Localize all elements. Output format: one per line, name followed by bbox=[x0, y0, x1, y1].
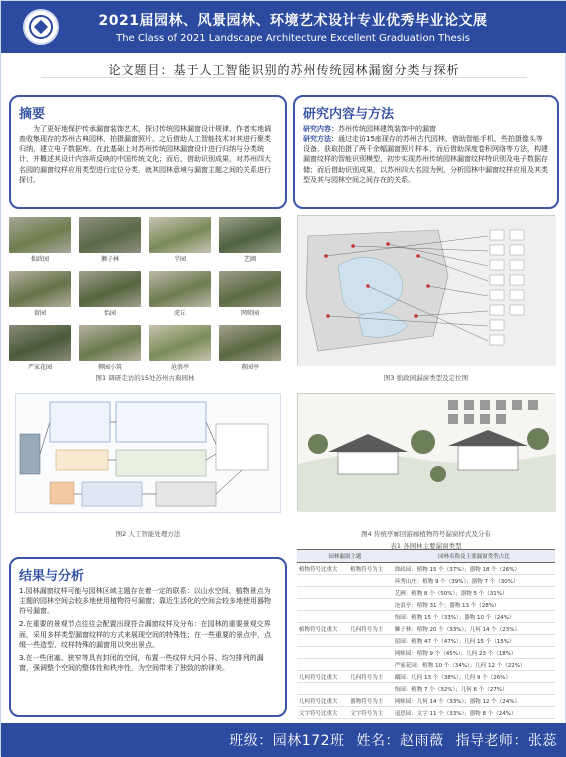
table-cell bbox=[348, 647, 393, 659]
table-cell bbox=[297, 599, 348, 611]
pavilion-sketch-svg bbox=[298, 394, 556, 512]
abstract-text: 为了更好地保护传承漏窗装饰艺术，探讨传统园林漏窗设计规律，作者实地调查收集现存的苏州古典园林，拍摄漏窗照片。之后借助人工智能技术对其进行聚类归纳，建立电子数据库。在此基础上对苏州传统园林漏窗设计进行归纳与分类统计，并概述其设计内容所反映的中国传统文化；而后，借助识别成果，对苏州四大名园的漏窗纹样应用类型进行定位分类，就其园林意境与漏窗主题之间的关系进行探讨。 bbox=[19, 125, 271, 184]
garden-photo-label: 燕园亭 bbox=[240, 364, 259, 371]
table-cell: 留园：植物 47 个（47%）；几何 15 个（15%） bbox=[393, 635, 555, 647]
garden-photo-label: 网师园 bbox=[240, 310, 259, 317]
table-cell: 拙政园：植物 15 个（37%）；器物 18 个（26%） bbox=[393, 563, 555, 575]
table-cell: 植物符号比重大 bbox=[297, 623, 348, 635]
garden-photo-label: 虎丘 bbox=[173, 310, 186, 317]
thesis-topic bbox=[1, 59, 566, 78]
garden-photo-item bbox=[9, 271, 71, 319]
footer-banner bbox=[1, 723, 566, 757]
table-cell: 文字符号为主 bbox=[348, 707, 393, 719]
table-row bbox=[297, 635, 555, 647]
table-cell: 艺圃：植物 8 个（50%）；器物 5 个（31%） bbox=[393, 587, 555, 599]
results-point-1: 1.园林漏窗纹样可能与园林区域主题存在着一定的联系：以山水空间、植物景点为主题的园林空间会较多地使用植物符号漏窗；靠近生活化的空间会较多地使用器物符号漏窗。 bbox=[19, 587, 271, 616]
table-row bbox=[297, 695, 555, 707]
table-cell bbox=[297, 575, 348, 587]
garden-photo bbox=[219, 217, 281, 253]
research-heading: 研究内容与方法 bbox=[303, 107, 395, 122]
garden-photo bbox=[9, 325, 71, 361]
header-titles bbox=[59, 10, 527, 44]
garden-photo bbox=[9, 217, 71, 253]
garden-photo bbox=[219, 325, 281, 361]
results-panel bbox=[9, 557, 287, 717]
garden-photo-label: 拙政园 bbox=[30, 256, 49, 263]
table-cell: 植物符号比重大 bbox=[297, 563, 348, 575]
results-heading: 结果与分析 bbox=[19, 569, 85, 584]
table-cell: 耦园：几何 13 个（38%）；几何 9 个（26%） bbox=[393, 671, 555, 683]
advisor-name: 指导老师：张蕊 bbox=[455, 733, 557, 749]
garden-photo bbox=[149, 271, 211, 307]
results-point-3: 3.在一些闭塞、狭窄等具有封闭的空间，布置一些纹样大同小异、均匀排列的漏窗，强调整个空间的整体性和秩序性，为空间带来了独致的韵律美。 bbox=[19, 653, 264, 672]
table-cell: 网师园：几何 14 个（33%）；器物 12 个（24%） bbox=[393, 695, 555, 707]
table-cell bbox=[297, 635, 348, 647]
garden-photo bbox=[219, 271, 281, 307]
pattern-table bbox=[297, 549, 555, 719]
table-row bbox=[297, 611, 555, 623]
garden-photo-item bbox=[219, 217, 281, 265]
results-point-2: 2.在重要的景观节点往往会配置出现符合漏窗纹样及分布：在园林的重要景观交界面，采用多样类型漏窗纹样的方式来展现空间的特殊性；在一些重要的景点中，点缀一些造型、纹样特殊的漏窗用以突出景点。 bbox=[19, 620, 271, 649]
table-cell: 几何符号为主 bbox=[348, 623, 393, 635]
table-cell: 几何符号比重大 bbox=[297, 671, 348, 683]
garden-photo-label: 留园 bbox=[33, 310, 46, 317]
table-cell bbox=[348, 587, 393, 599]
table-cell: 网师园：植物 9 个（45%）；几何 23 个（18%） bbox=[393, 647, 555, 659]
university-logo bbox=[23, 9, 59, 45]
table-row bbox=[297, 707, 555, 719]
table-cell: 狮子林：植物 20 个（33%）；几何 14 个（23%） bbox=[393, 623, 555, 635]
table-cell bbox=[297, 659, 348, 671]
garden-photo-label: 严家花园 bbox=[27, 364, 52, 371]
garden-photo bbox=[149, 325, 211, 361]
garden-photo-label: 艺圃 bbox=[243, 256, 256, 263]
garden-photo bbox=[149, 217, 211, 253]
table-row bbox=[297, 563, 555, 575]
garden-photo bbox=[9, 271, 71, 307]
garden-photo-item bbox=[219, 271, 281, 319]
ai-method-diagram bbox=[15, 393, 281, 513]
garden-photos bbox=[9, 217, 281, 373]
table-cell: 退思园：文字 11 个（33%）；器物 8 个（24%） bbox=[393, 707, 555, 719]
pattern-table-grid bbox=[297, 549, 555, 719]
garden-photo-label: 沧浪亭 bbox=[170, 364, 189, 371]
table-cell bbox=[348, 611, 393, 623]
table-cell: 环秀山庄：植物 9 个（39%）；器物 7 个（30%） bbox=[393, 575, 555, 587]
table-cell: 怡园：植物 15 个（33%）；器物 10 个（24%） bbox=[393, 611, 555, 623]
table-cell: 文字符号比重大 bbox=[297, 707, 348, 719]
table-cell bbox=[348, 599, 393, 611]
table-title: 表1 各园林主要漏窗类型 bbox=[390, 542, 462, 550]
table-cell: 沧浪亭：植物 31 个；器物 13 个（28%） bbox=[393, 599, 555, 611]
garden-photo-item bbox=[79, 271, 141, 319]
garden-photo-label: 怡园 bbox=[103, 310, 116, 317]
table-cell: 几何符号比重大 bbox=[297, 695, 348, 707]
photo-grid bbox=[9, 217, 281, 373]
research-method-label: 研究方法： bbox=[303, 135, 338, 144]
student-name: 姓名：赵雨薇 bbox=[356, 733, 444, 749]
header-banner bbox=[1, 1, 566, 53]
table-row bbox=[297, 671, 555, 683]
research-panel bbox=[293, 95, 559, 209]
garden-photo bbox=[79, 325, 141, 361]
garden-photo-label: 狮子林 bbox=[100, 256, 119, 263]
table-cell bbox=[297, 587, 348, 599]
research-method bbox=[303, 134, 549, 185]
garden-photo-item bbox=[149, 271, 211, 319]
garden-photo bbox=[79, 271, 141, 307]
fig3-caption: 图3 拙政园漏窗类型及定位图 bbox=[383, 374, 469, 382]
table-row bbox=[297, 575, 555, 587]
table-cell bbox=[348, 659, 393, 671]
garden-photo-item bbox=[219, 325, 281, 373]
garden-photo-item bbox=[79, 325, 141, 373]
table-cell: 怡园：植物 7 个（32%）；几何 6 个（27%） bbox=[393, 683, 555, 695]
thesis-topic-text: 论文题目：基于人工智能识别的苏州传统园林漏窗分类与探析 bbox=[108, 63, 460, 77]
table-row bbox=[297, 683, 555, 695]
table-cell bbox=[297, 647, 348, 659]
exhibition-title: 2021届园林、风景园林、环境艺术设计专业优秀毕业论文展 bbox=[98, 13, 488, 29]
garden-photo-item bbox=[79, 217, 141, 265]
class-info: 班级：园林172班 bbox=[229, 733, 345, 749]
table-cell: 植物符号为主 bbox=[348, 563, 393, 575]
garden-photo-item bbox=[9, 325, 71, 373]
table-cell bbox=[297, 611, 348, 623]
table-cell bbox=[348, 635, 393, 647]
fig2-caption: 图2 人工智能处理方法 bbox=[115, 530, 181, 538]
exhibition-title-en: The Class of 2021 Landscape Architecture Excellent Graduation Thesis bbox=[116, 33, 470, 44]
research-content-text: 苏州传统园林建筑装饰中的漏窗 bbox=[338, 125, 436, 133]
table-row bbox=[297, 587, 555, 599]
garden-plan-map bbox=[297, 215, 555, 365]
garden-photo-label: 半园 bbox=[173, 256, 186, 263]
fig4-caption: 图4 传统亭廊回游廊植物符号漏窗样式及分布 bbox=[361, 530, 491, 538]
table-cell: 几何符号为主 bbox=[348, 671, 393, 683]
table-cell bbox=[297, 683, 348, 695]
table-body bbox=[297, 563, 555, 719]
research-method-text: 通过走访15座现存的苏州古代园林，借助智能手机、些拍摄像头等设备，获取拍摄了两千余幅漏窗照片样本，而后借助深度卷积网络等方法，构建漏窗纹样的智能识别模型，初步实现苏州传统园林漏窗纹样特识别及电子数据存储；而后借助识别成果，以苏州四大名园为例，分析园林中漏窗纹样应用及其类型及其与园林空间之间存在的关系。 bbox=[303, 135, 548, 184]
table-row bbox=[297, 599, 555, 611]
table-row bbox=[297, 659, 555, 671]
table-row bbox=[297, 647, 555, 659]
abstract-heading: 摘要 bbox=[19, 107, 46, 122]
table-cell: 器物符号为主 bbox=[348, 695, 393, 707]
table-cell: 严家花园：植物 10 个（34%）；几何 12 个（22%） bbox=[393, 659, 555, 671]
ai-method-svg bbox=[16, 394, 282, 514]
garden-photo-item bbox=[149, 325, 211, 373]
garden-plan-svg bbox=[298, 216, 556, 366]
research-content bbox=[303, 124, 549, 134]
garden-photo-item bbox=[149, 217, 211, 265]
abstract-panel bbox=[9, 95, 287, 209]
pavilion-sketch bbox=[297, 393, 555, 511]
garden-photo-label: 柳园小筑 bbox=[97, 364, 122, 371]
garden-photo bbox=[79, 217, 141, 253]
divider bbox=[41, 77, 527, 78]
table-header: 园林名称及主要漏窗类型占比 bbox=[393, 550, 555, 563]
garden-photo-item bbox=[9, 217, 71, 265]
table-cell bbox=[348, 683, 393, 695]
research-content-label: 研究内容： bbox=[303, 125, 338, 133]
table-cell bbox=[348, 575, 393, 587]
table-header: 园林漏窗主题 bbox=[297, 550, 393, 563]
fig1-caption: 图1 调研走访的15处苏州古典园林 bbox=[95, 374, 195, 382]
table-row bbox=[297, 623, 555, 635]
